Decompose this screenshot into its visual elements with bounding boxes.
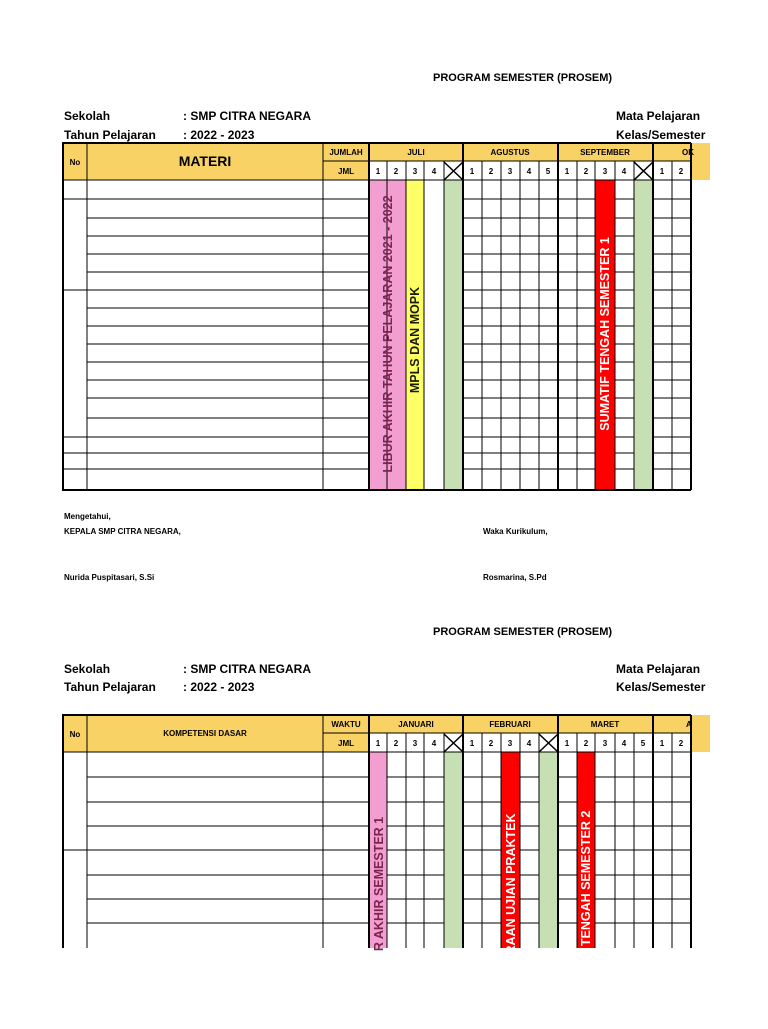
sheet2-year-value: : 2022 - 2023 [183,680,255,694]
sheet2-week-mar-5: 5 [640,739,646,748]
sheet1-week-sep-2: 2 [583,167,589,176]
sheet1-month-juli: JULI [407,148,425,157]
sheet1-week-jul-4: 4 [431,167,437,176]
sheet2-week-jan-2: 2 [393,739,399,748]
sheet1-year-label: Tahun Pelajaran [64,128,156,142]
sheet1-band-libur-text: LIBUR AKHIR TAHUN PELAJARAN 2021 - 2022 [381,195,395,473]
sheet2-header-jml: JML [338,739,354,748]
sheet2-class-label: Kelas/Semester [616,680,706,694]
sheet2-week-feb-1: 1 [469,739,475,748]
sheet2-week-jan-3: 3 [412,739,418,748]
sheet2-week-feb-2: 2 [488,739,494,748]
sheet2-title: PROGRAM SEMESTER (PROSEM) [433,626,613,638]
sheet2-header-waktu: WAKTU [331,720,361,729]
sheet2-month-april: A [686,720,692,729]
sheet1-header-jumlah: JUMLAH [329,148,363,157]
sheet2-week-mar-2: 2 [583,739,589,748]
sheet1-week-agu-5: 5 [545,167,551,176]
sheet2-header-no: No [69,730,81,739]
sheet1-header-no: No [69,158,81,167]
sheet1-header-jml: JML [338,167,354,176]
sheet2-year-label: Tahun Pelajaran [64,680,156,694]
sheet2-week-jan-1: 1 [375,739,381,748]
sheet2-right-info-clip [580,659,706,699]
sheet2-week-feb-3: 3 [507,739,513,748]
sheet1-month-agustus: AGUSTUS [490,148,530,157]
sheet2-band-libur-text: R AKHIR SEMESTER 1 [372,816,386,952]
sheet1-school-value: : SMP CITRA NEGARA [183,109,312,123]
sheet2-week-mar-1: 1 [564,739,570,748]
sheet2-band-sumatif-text: F TENGAH SEMESTER 2 [579,810,593,958]
sheet1-week-okt-1: 1 [659,167,665,176]
sheet1-week-agu-4: 4 [526,167,532,176]
sheet1-band-mpls-text: MPLS DAN MOPK [408,286,422,394]
sheet2-header-kd: KOMPETENSI DASAR [163,729,247,738]
sheet2-school-label: Sekolah [64,662,111,676]
sheet1-table [62,143,710,490]
sheet1-week-okt-2: 2 [678,167,684,176]
sheet1-school-label: Sekolah [64,109,111,123]
sign-kepala: KEPALA SMP CITRA NEGARA, [64,527,181,536]
sheet1-band-sumatif-text: SUMATIF TENGAH SEMESTER 1 [598,237,612,431]
sheet2-month-januari: JANUARI [398,720,434,729]
sign-mengetahui: Mengetahui, [64,512,111,521]
sheet2-band-praktek-text: RAAN UJIAN PRAKTEK [504,813,518,955]
sheet1-subject-label: Mata Pelajaran [616,109,701,123]
sheet2-band-green-2 [539,752,558,948]
sheet2-week-apr-2: 2 [678,739,684,748]
sheet1-week-agu-1: 1 [469,167,475,176]
sheet1-week-jul-1: 1 [375,167,381,176]
sheet1-year-value: : 2022 - 2023 [183,128,255,142]
sheet2-week-feb-4: 4 [526,739,532,748]
sheet1-class-label: Kelas/Semester [616,128,706,142]
sheet2-month-maret: MARET [590,720,620,729]
sheet2-week-jan-4: 4 [431,739,437,748]
sheet1-week-agu-2: 2 [488,167,494,176]
sheet1-week-jul-2: 2 [393,167,399,176]
sheet2-week-apr-1: 1 [659,739,665,748]
sheet1-header-materi: MATERI [178,153,232,169]
sheet2-band-green-1 [444,752,463,948]
sheet1-month-oktober: OK [682,148,694,157]
sheet1-band-green-1 [444,180,463,490]
sheet1-right-info-clip [580,106,706,146]
sheet2-subject-label: Mata Pelajaran [616,662,701,676]
sheet1-band-green-2 [634,180,653,490]
sheet2-week-mar-4: 4 [621,739,627,748]
sheet1-week-sep-3: 3 [602,167,608,176]
sheet1-week-jul-3: 3 [412,167,418,176]
sheet1-title: PROGRAM SEMESTER (PROSEM) [433,72,613,84]
sheet1-week-sep-4: 4 [621,167,627,176]
sheet2-month-februari: FEBRUARI [489,720,531,729]
sheet2-week-mar-3: 3 [602,739,608,748]
sign-waka: Waka Kurikulum, [483,527,548,536]
sheet2-table [62,715,710,957]
sign-waka-name: Rosmarina, S.Pd [483,573,547,582]
sheet1-week-agu-3: 3 [507,167,513,176]
sheet1-week-sep-1: 1 [564,167,570,176]
sign-kepala-name: Nurida Puspitasari, S.Si [64,573,155,582]
sheet1-month-september: SEPTEMBER [580,148,630,157]
sheet2-school-value: : SMP CITRA NEGARA [183,662,312,676]
